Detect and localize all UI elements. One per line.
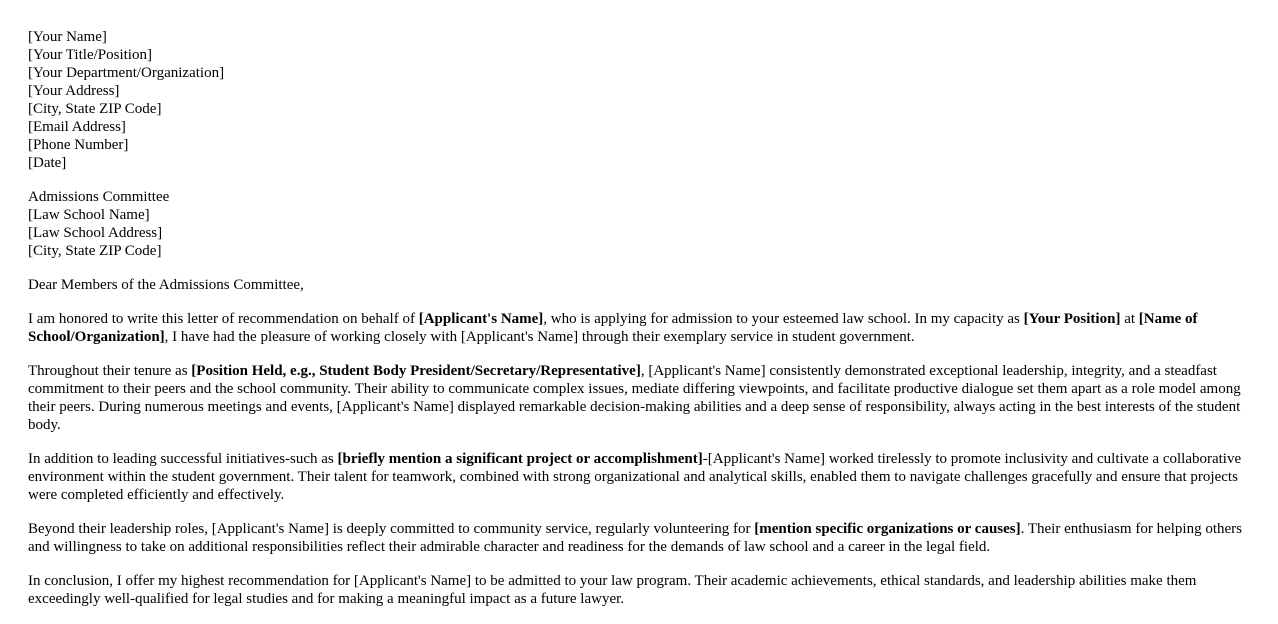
letter-date: [Date] <box>28 155 67 171</box>
bold-placeholder: [Applicant's Name] <box>418 311 544 327</box>
sender-department: [Your Department/Organization] <box>28 65 225 81</box>
paragraph-text: Throughout their tenure as <box>28 363 192 379</box>
paragraph-text: In conclusion, I offer my highest recommendation for [Applicant's Name] to be admitted to your law program. Their academic achievements, ethical standards, and leadership abilities make them exceedingly well-qualified for legal studies and for making a meaningful impact as a future lawyer. <box>28 573 1197 607</box>
recipient-committee: Admissions Committee <box>28 189 170 205</box>
paragraph-intro <box>28 310 1244 346</box>
bold-placeholder: [Position Held, e.g., Student Body President/Secretary/Representative] <box>191 363 641 379</box>
sender-email: [Email Address] <box>28 119 126 135</box>
salutation: Dear Members of the Admissions Committee, <box>28 277 304 293</box>
recipient-school-name: [Law School Name] <box>28 207 150 223</box>
sender-title: [Your Title/Position] <box>28 47 152 63</box>
recipient-school-address: [Law School Address] <box>28 225 163 241</box>
paragraph-leadership <box>28 362 1244 434</box>
paragraph-conclusion <box>28 572 1244 608</box>
bold-placeholder: [Your Position] <box>1023 311 1121 327</box>
paragraph-initiatives <box>28 450 1244 504</box>
sender-name: [Your Name] <box>28 29 107 45</box>
bold-placeholder: [briefly mention a significant project or accomplishment] <box>337 451 703 467</box>
paragraph-text: I am honored to write this letter of recommendation on behalf of <box>28 311 419 327</box>
paragraph-text: Beyond their leadership roles, [Applicant's Name] is deeply committed to community service, regularly volunteering for <box>28 521 755 537</box>
sender-block <box>28 28 1244 172</box>
sender-address: [Your Address] <box>28 83 120 99</box>
paragraph-text: , I have had the pleasure of working closely with [Applicant's Name] through their exemplary service in student government. <box>164 329 915 345</box>
recipient-city: [City, State ZIP Code] <box>28 243 162 259</box>
bold-placeholder: [mention specific organizations or causes] <box>754 521 1021 537</box>
sender-phone: [Phone Number] <box>28 137 129 153</box>
paragraph-text: , who is applying for admission to your esteemed law school. In my capacity as <box>543 311 1024 327</box>
paragraph-text: . Their enthusiasm for helping others and willingness to take on additional responsibilities reflect their admirable character and readiness for the demands of law school and a career in the legal field. <box>28 521 1242 555</box>
paragraph-text: , [Applicant's Name] consistently demonstrated exceptional leadership, integrity, and a steadfast commitment to their peers and the school community. Their ability to communicate complex issues, mediate differing viewpoints, and facilitate productive dialogue set them apart as a role model among their peers. During numerous meetings and events, [Applicant's Name] displayed remarkable decision-making abilities and a deep sense of responsibility, always acting in the best interests of the student body. <box>28 363 1241 433</box>
recipient-block <box>28 188 1244 260</box>
paragraph-text: -[Applicant's Name] worked tirelessly to promote inclusivity and cultivate a collaborative environment within the student government. Their talent for teamwork, combined with strong organizational and analytical skills, enabled them to navigate challenges gracefully and ensure that projects were completed efficiently and effectively. <box>28 451 1242 503</box>
paragraph-text: In addition to leading successful initiatives-such as <box>28 451 338 467</box>
paragraph-text: at <box>1120 311 1139 327</box>
bold-placeholder: [Name of School/Organization] <box>28 311 1198 345</box>
letter-document <box>28 28 1244 624</box>
paragraph-community-service <box>28 520 1244 556</box>
sender-city: [City, State ZIP Code] <box>28 101 162 117</box>
